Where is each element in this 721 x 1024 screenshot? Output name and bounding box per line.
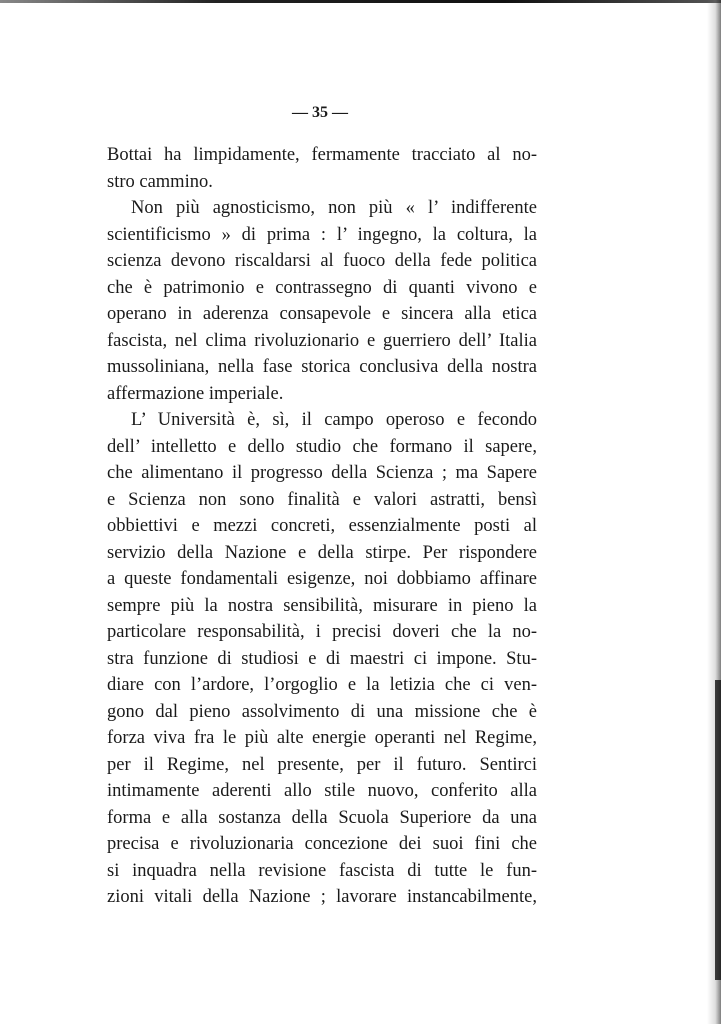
text-line: zioni vitali della Nazione ; lavorare instancabilmente, [107, 887, 537, 907]
text-line: intimamente aderenti allo stile nuovo, conferito alla [107, 781, 537, 801]
page-number: — 35 — [292, 104, 348, 121]
text-line: gono dal pieno assolvimento di una missione che è [107, 701, 537, 722]
text-line: servizio della Nazione e della stirpe. Per rispondere [107, 542, 537, 563]
text-line: sempre più la nostra sensibilità, misurare in pieno la [107, 595, 537, 616]
text-line: per il Regime, nel presente, per il futuro. Sentirci [107, 754, 537, 775]
text-line: precisa e rivoluzionaria concezione dei suoi fini che [107, 834, 537, 854]
text-line: che alimentano il progresso della Scienza ; ma Sapere [107, 463, 537, 483]
text-line: particolare responsabilità, i precisi doveri che la no- [107, 622, 537, 642]
text-line: Non più agnosticismo, non più « l’ indifferente [131, 198, 537, 218]
text-line: affermazione imperiale. [107, 383, 284, 404]
text-line: si inquadra nella revisione fascista di tutte le fun- [107, 860, 537, 881]
text-line: dell’ intelletto e dello studio che formano il sapere, [107, 436, 537, 457]
text-line: e Scienza non sono finalità e valori astratti, bensì [107, 489, 537, 510]
text-line: L’ Università è, sì, il campo operoso e fecondo [131, 410, 537, 430]
text-line: mussoliniana, nella fase storica conclusiva della nostra [107, 357, 537, 377]
text-line: scienza devono riscaldarsi al fuoco della fede politica [107, 251, 537, 271]
text-line: a queste fondamentali esigenze, noi dobbiamo affinare [107, 569, 537, 589]
text-line: fascista, nel clima rivoluzionario e guerriero dell’ Italia [107, 330, 537, 351]
text-line: stra funzione di studiosi e di maestri ci impone. Stu- [107, 648, 537, 669]
text-line: forma e alla sostanza della Scuola Superiore da una [107, 807, 537, 828]
text-line: operano in aderenza consapevole e sincera alla etica [107, 304, 537, 324]
text-line: stro cammino. [107, 171, 213, 192]
text-line: Bottai ha limpidamente, fermamente tracciato al no- [107, 145, 537, 165]
scan-top-edge [0, 0, 721, 3]
text-line: forza viva fra le più alte energie operanti nel Regime, [107, 728, 537, 748]
text-line: obbiettivi e mezzi concreti, essenzialmente posti al [107, 516, 537, 536]
text-line: che è patrimonio e contrassegno di quanti vivono e [107, 277, 537, 298]
text-line: scientificismo » di prima : l’ ingegno, la coltura, la [107, 224, 537, 245]
scan-binding-shadow [715, 680, 721, 980]
text-line: diare con l’ardore, l’orgoglio e la letizia che ci ven- [107, 675, 537, 695]
body-text [107, 142, 537, 911]
